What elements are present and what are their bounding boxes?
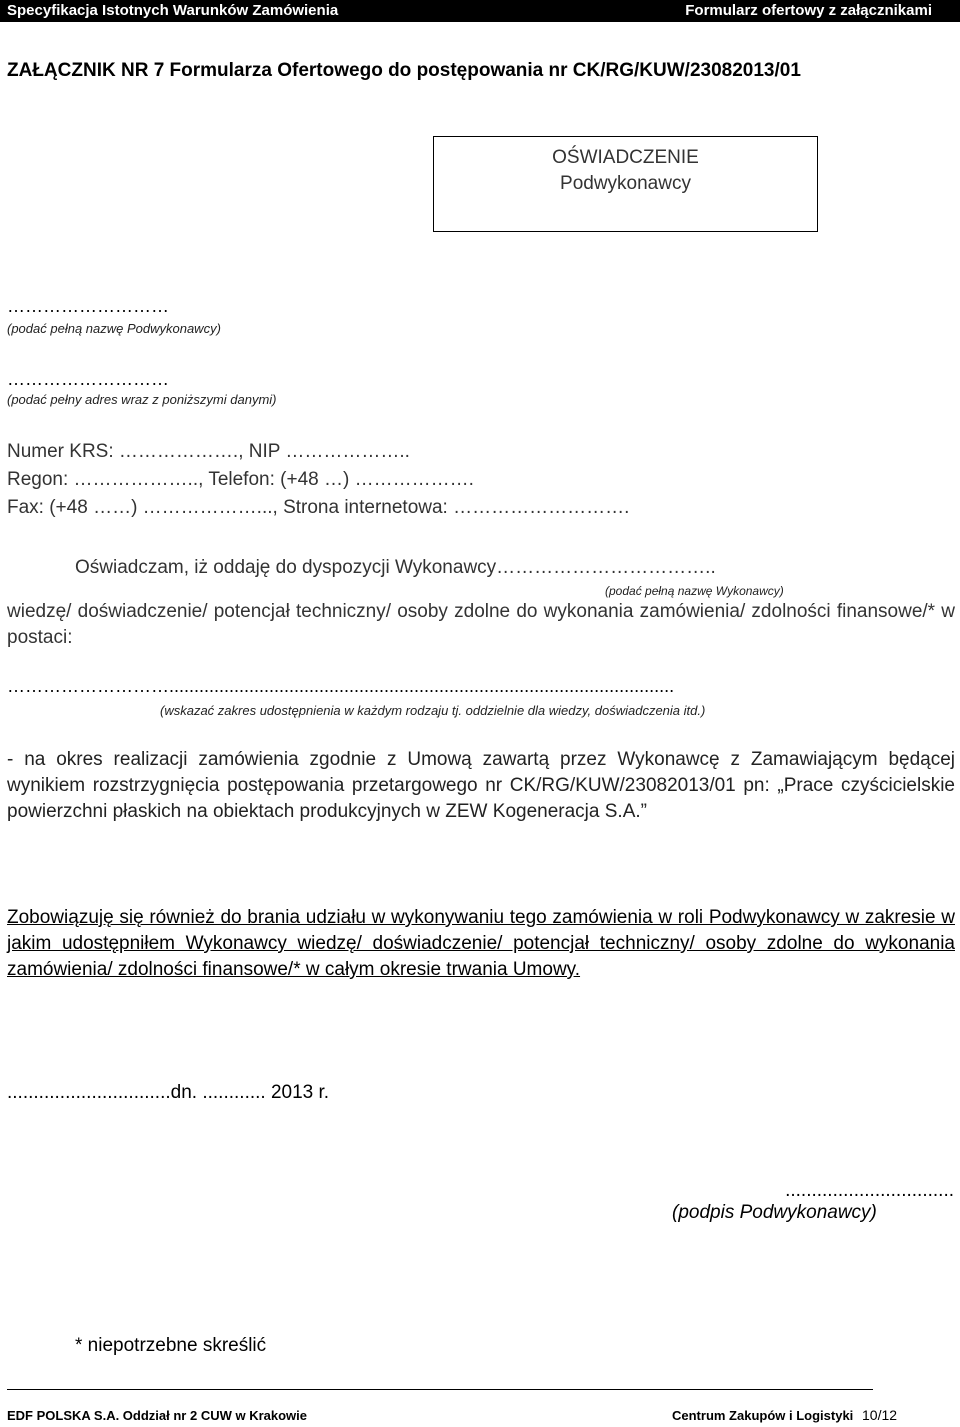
krs-nip-line: Numer KRS: ………………., NIP ………………..	[7, 441, 410, 462]
header-right: Formularz ofertowy z załącznikami	[685, 2, 932, 19]
subcontractor-name-field: ………………………	[7, 296, 169, 316]
subcontractor-name-hint: (podać pełną nazwę Podwykonawcy)	[7, 321, 221, 336]
commitment-text: Zobowiązuję się również do brania udziału w wykonywaniu tego zamówienia w roli Podwykonawcy w zakresie w jakim udostępniłem Wykonawcy wiedzę/ doświadczenie/ potencjał techniczny/ osoby zdolne do wykonania zamówienia/ zdolności finansowe/* w całym okresie trwania Umowy.	[7, 907, 955, 980]
footer-left: EDF POLSKA S.A. Oddział nr 2 CUW w Krakowie	[7, 1408, 308, 1423]
fax-website-line: Fax: (+48 ……) ………………..., Strona internetowa: ……………………….	[7, 497, 630, 518]
signature-label: (podpis Podwykonawcy)	[672, 1202, 877, 1223]
header-left: Specyfikacja Istotnych Warunków Zamówienia	[7, 2, 339, 19]
statement-heading: OŚWIADCZENIE	[552, 147, 699, 168]
declaration-line: Oświadczam, iż oddaję do dyspozycji Wykonawcy……………………………..	[75, 557, 716, 578]
document-title: ZAŁĄCZNIK NR 7 Formularza Ofertowego do postępowania nr CK/RG/KUW/23082013/01	[7, 60, 801, 81]
footer-right-label: Centrum Zakupów i Logistyki	[672, 1408, 854, 1423]
scope-field: ……………………….....................................................................................................	[7, 676, 675, 696]
scope-hint: (wskazać zakres udostępnienia w każdym rodzaju tj. oddzielnie dla wiedzy, doświadczenia itd.)	[160, 703, 706, 718]
subcontractor-address-field: ………………………	[7, 369, 169, 389]
contractor-name-hint: (podać pełną nazwę Wykonawcy)	[605, 584, 784, 598]
resources-text: wiedzę/ doświadczenie/ potencjał techniczny/ osoby zdolne do wykonania zamówienia/ zdolności finansowe/* w postaci:	[7, 601, 955, 648]
subcontractor-address-hint: (podać pełny adres wraz z poniższymi danymi)	[7, 392, 277, 407]
signature-field: ................................	[785, 1180, 954, 1201]
footnote: * niepotrzebne skreślić	[75, 1335, 267, 1356]
term-text: - na okres realizacji zamówienia zgodnie z Umową zawartą przez Wykonawcę z Zamawiającym będącej wynikiem rozstrzygnięcia postępowania przetargowego nr CK/RG/KUW/23082013/01 pn: „Prace czyścicielskie powierzchni płaskich na obiektach produkcyjnych w ZEW Kogeneracja S.A.”	[7, 749, 955, 822]
footer-divider	[7, 1389, 873, 1390]
date-line: ...............................dn. ............ 2013 r.	[7, 1082, 330, 1103]
statement-subheading: Podwykonawcy	[560, 173, 691, 194]
statement-box	[433, 136, 818, 232]
page-number: 10/12	[862, 1407, 898, 1423]
regon-phone-line: Regon: ……………….., Telefon: (+48 …) ……………….	[7, 469, 474, 490]
